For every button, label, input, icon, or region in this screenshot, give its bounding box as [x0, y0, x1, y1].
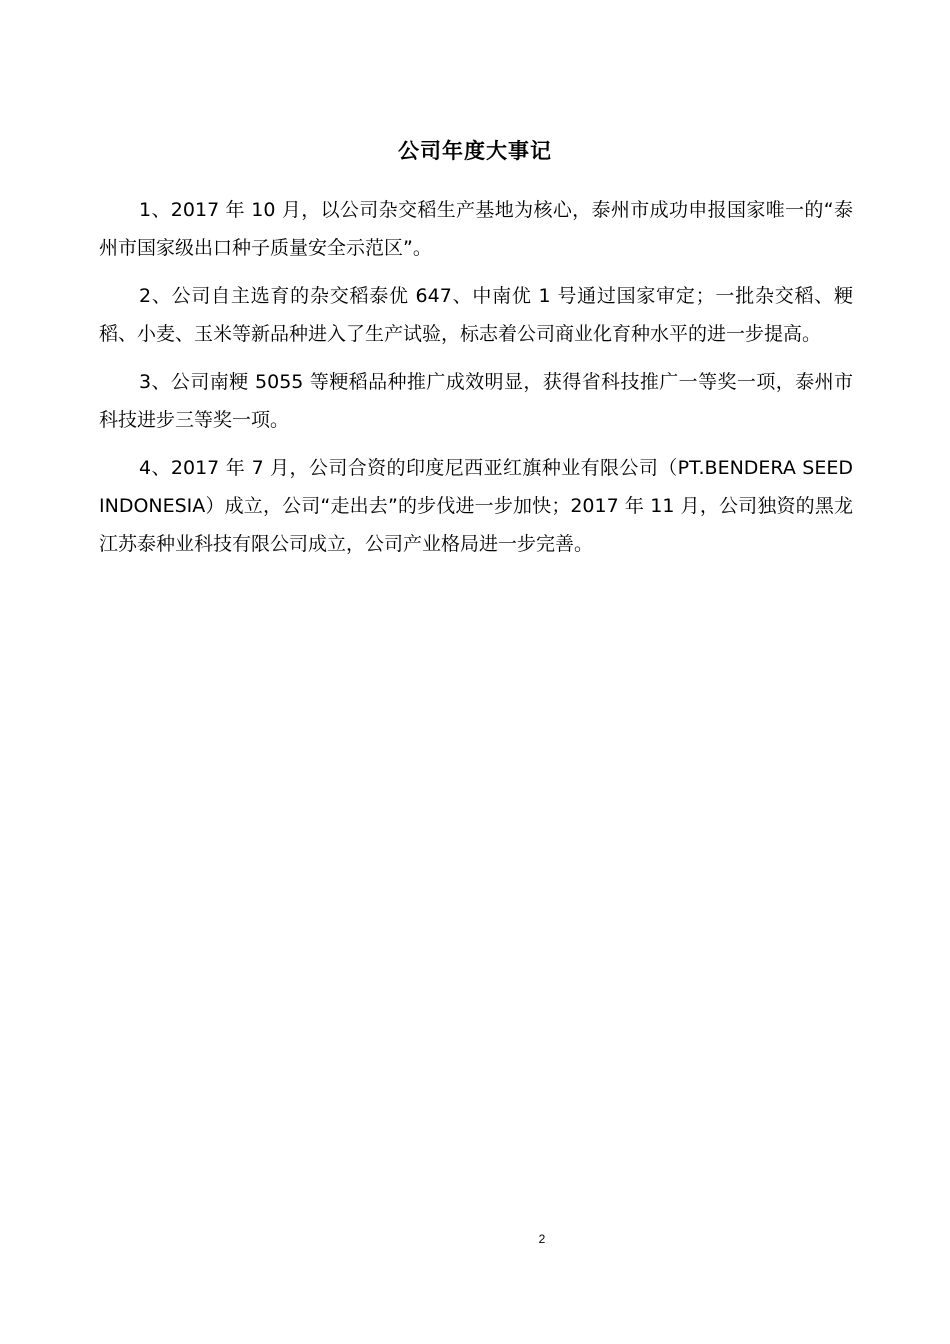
paragraph-1: 1、2017 年 10 月，以公司杂交稻生产基地为核心，泰州市成功申报国家唯一的“泰州市国家级出口种子质量安全示范区”。: [99, 199, 853, 259]
page-title: 公司年度大事记: [398, 139, 552, 163]
paragraph-3: 3、公司南粳 5055 等粳稻品种推广成效明显，获得省科技推广一等奖一项，泰州市科技进步三等奖一项。: [99, 371, 853, 431]
page-number: 2: [538, 1232, 546, 1246]
paragraph-4: 4、2017 年 7 月，公司合资的印度尼西亚红旗种业有限公司（PT.BENDERA SEED INDONESIA）成立，公司“走出去”的步伐进一步加快；2017 年 11 月，公司独资的黑龙江苏泰种业科技有限公司成立，公司产业格局进一步完善。: [99, 457, 853, 555]
paragraph-2: 2、公司自主选育的杂交稻泰优 647、中南优 1 号通过国家审定；一批杂交稻、粳稻、小麦、玉米等新品种进入了生产试验，标志着公司商业化育种水平的进一步提高。: [99, 285, 853, 345]
document-body: [99, 191, 853, 573]
